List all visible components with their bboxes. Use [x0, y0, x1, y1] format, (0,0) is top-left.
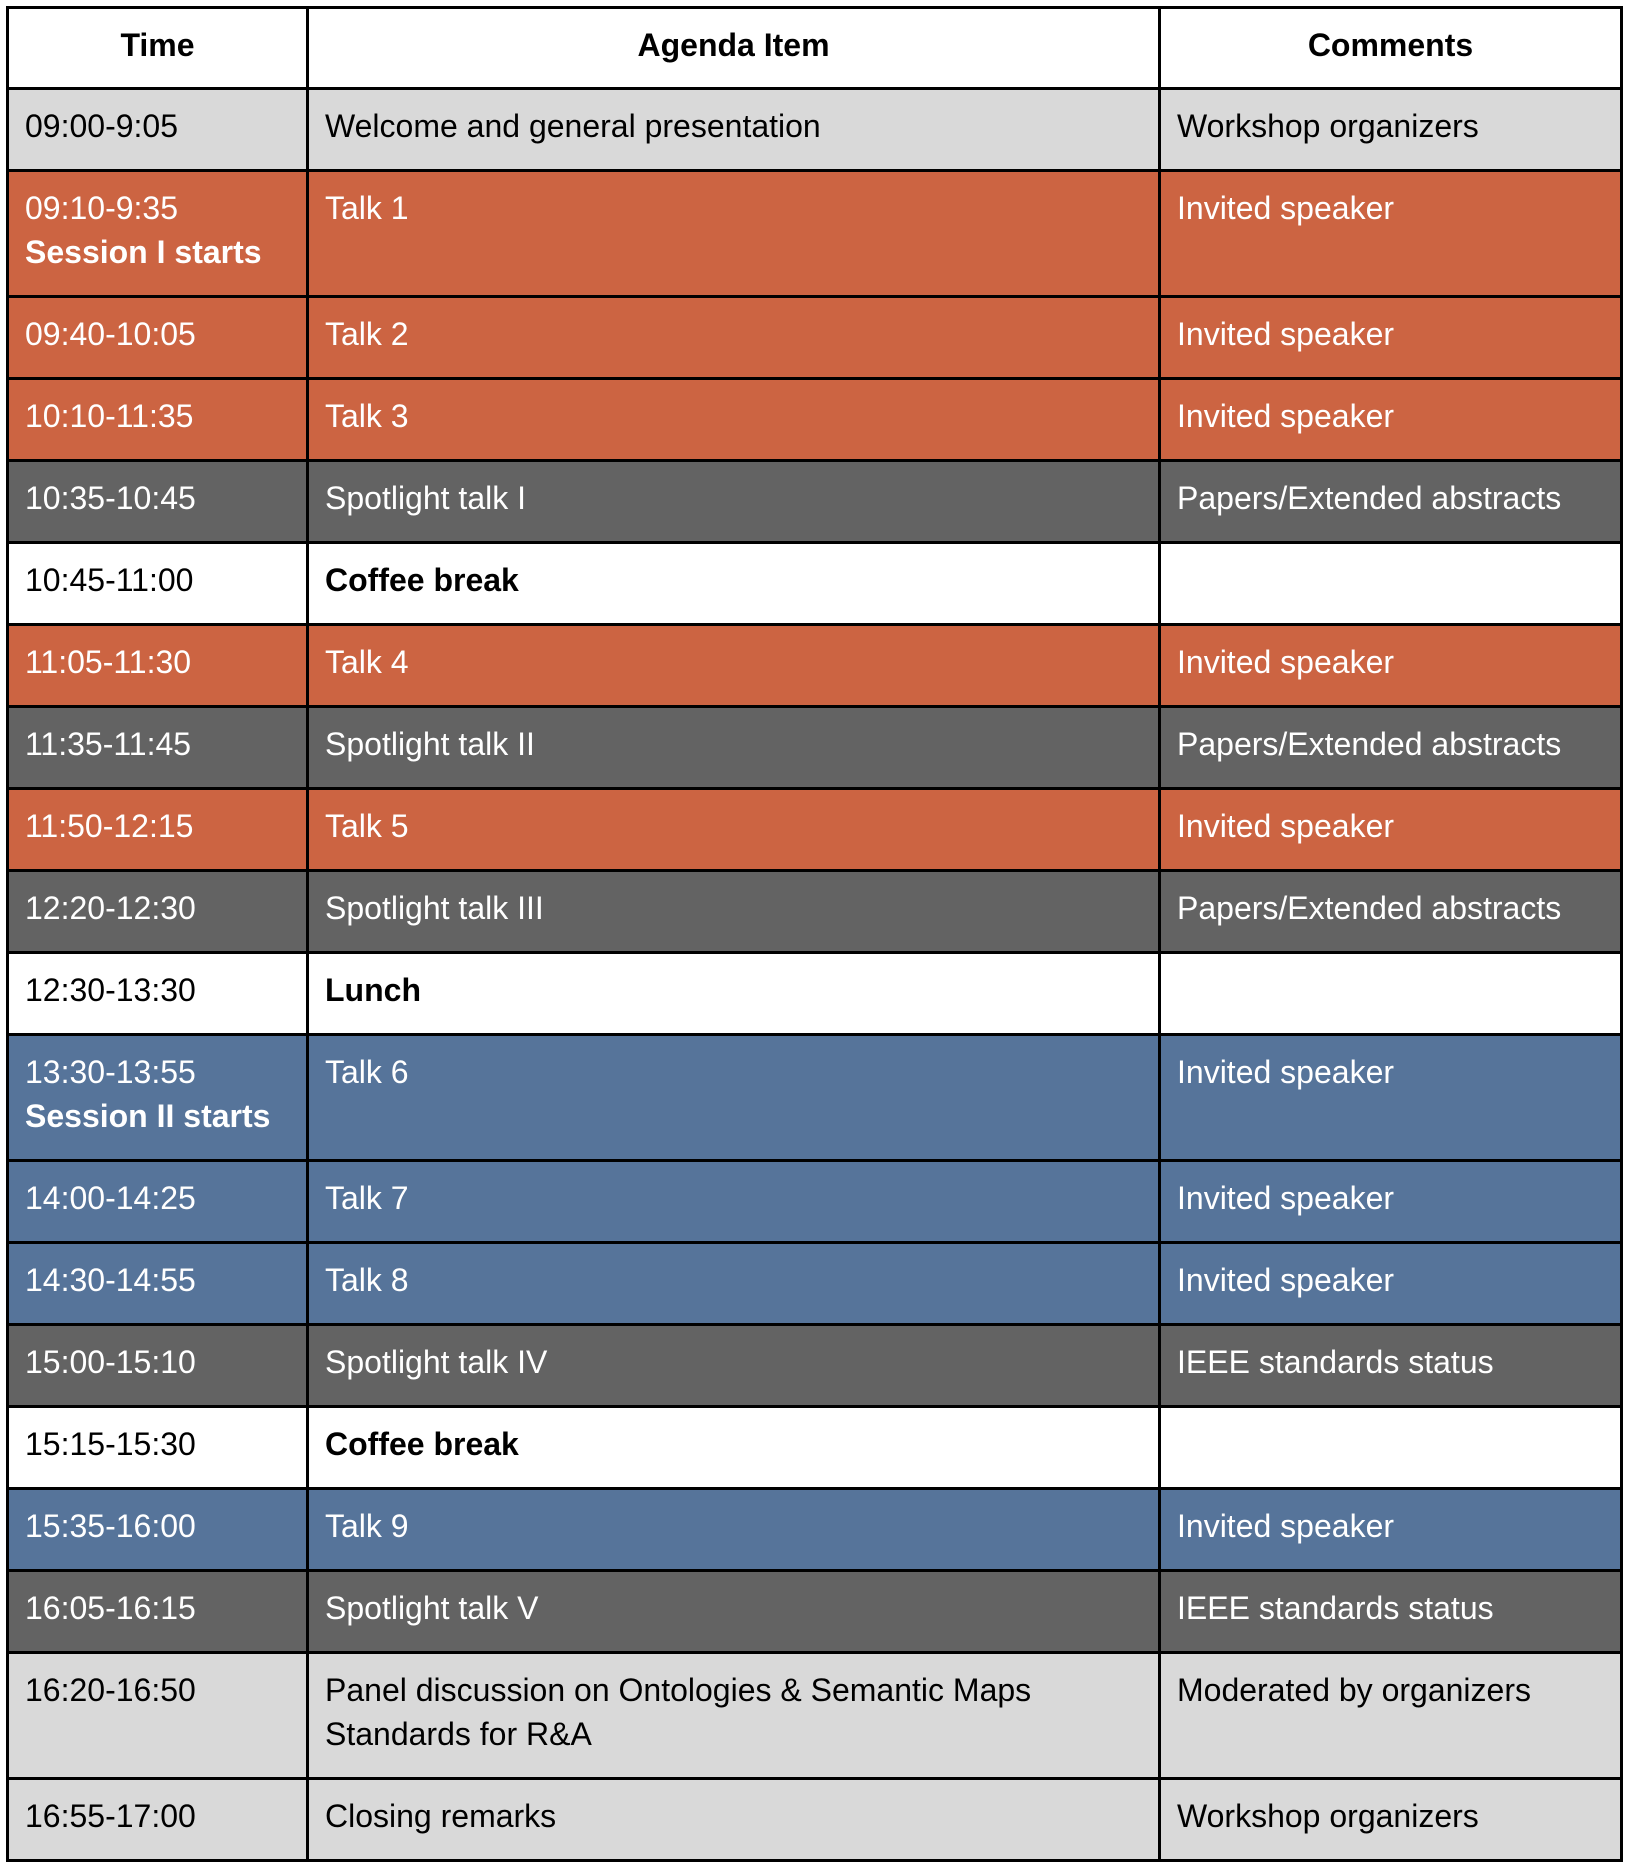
comment-cell: Invited speaker [1160, 1035, 1622, 1161]
table-row [8, 1243, 1622, 1325]
time-cell [8, 1653, 308, 1779]
time-text: 14:30-14:55 [25, 1262, 196, 1298]
time-text: 11:05-11:30 [25, 644, 192, 680]
agenda-item-text: Talk 7 [325, 1180, 409, 1216]
agenda-item-text: Talk 4 [325, 644, 409, 680]
agenda-item-text-line2: Standards for R&A [325, 1716, 592, 1752]
table-row [8, 379, 1622, 461]
time-cell [8, 1779, 308, 1861]
time-text: 12:30-13:30 [25, 972, 196, 1008]
agenda-item-text: Closing remarks [325, 1798, 557, 1834]
table-row [8, 1407, 1622, 1489]
agenda-item-cell [308, 89, 1160, 171]
time-text: 15:00-15:10 [25, 1344, 196, 1380]
agenda-item-cell [308, 379, 1160, 461]
comments-header: Comments [1160, 8, 1622, 89]
time-cell [8, 625, 308, 707]
agenda-item-cell [308, 1571, 1160, 1653]
agenda-item-cell [308, 1035, 1160, 1161]
time-text: 12:20-12:30 [25, 890, 196, 926]
comment-cell: Invited speaker [1160, 1243, 1622, 1325]
time-cell [8, 1489, 308, 1571]
time-text: 09:00-9:05 [25, 108, 179, 144]
time-cell [8, 707, 308, 789]
session-start-label: Session I starts [25, 234, 262, 270]
table-row [8, 1035, 1622, 1161]
time-cell [8, 871, 308, 953]
agenda-item-text: Talk 5 [325, 808, 409, 844]
time-cell [8, 789, 308, 871]
agenda-item-text: Welcome and general presentation [325, 108, 821, 144]
table-row [8, 1161, 1622, 1243]
time-text: 16:20-16:50 [25, 1672, 196, 1708]
comment-cell: Invited speaker [1160, 379, 1622, 461]
comment-cell: Invited speaker [1160, 171, 1622, 297]
agenda-item-cell [308, 1489, 1160, 1571]
time-cell [8, 1407, 308, 1489]
time-cell [8, 1325, 308, 1407]
agenda-item-text: Talk 9 [325, 1508, 409, 1544]
agenda-item-cell [308, 707, 1160, 789]
agenda-item-text: Spotlight talk I [325, 480, 526, 516]
table-row [8, 1325, 1622, 1407]
agenda-item-text: Spotlight talk II [325, 726, 535, 762]
table-row [8, 789, 1622, 871]
session-start-label: Session II starts [25, 1098, 271, 1134]
comment-cell [1160, 953, 1622, 1035]
agenda-item-text: Spotlight talk V [325, 1590, 539, 1626]
time-text: 11:50-12:15 [25, 808, 194, 844]
agenda-item-cell [308, 953, 1160, 1035]
time-text: 16:05-16:15 [25, 1590, 196, 1626]
comment-cell [1160, 543, 1622, 625]
header-row [8, 8, 1622, 89]
time-cell [8, 953, 308, 1035]
time-text: 10:45-11:00 [25, 562, 194, 598]
time-text: 09:10-9:35 [25, 190, 179, 226]
time-cell [8, 461, 308, 543]
time-cell [8, 297, 308, 379]
table-row [8, 171, 1622, 297]
time-cell [8, 171, 308, 297]
table-row [8, 1571, 1622, 1653]
comment-cell: Papers/Extended abstracts [1160, 461, 1622, 543]
agenda-item-cell [308, 297, 1160, 379]
comment-cell: Invited speaker [1160, 789, 1622, 871]
agenda-item-text: Coffee break [325, 1426, 519, 1462]
agenda-item-text: Talk 6 [325, 1054, 409, 1090]
agenda-item-text: Talk 8 [325, 1262, 409, 1298]
table-row [8, 89, 1622, 171]
time-cell [8, 1571, 308, 1653]
agenda-item-text: Lunch [325, 972, 421, 1008]
table-row [8, 953, 1622, 1035]
comment-cell: Papers/Extended abstracts [1160, 707, 1622, 789]
comment-cell: Invited speaker [1160, 1489, 1622, 1571]
comment-cell: Workshop organizers [1160, 89, 1622, 171]
time-text: 15:35-16:00 [25, 1508, 196, 1544]
agenda-item-cell [308, 1243, 1160, 1325]
time-cell [8, 379, 308, 461]
time-text: 13:30-13:55 [25, 1054, 196, 1090]
agenda-item-text: Panel discussion on Ontologies & Semantic Maps [325, 1672, 1032, 1708]
agenda-item-cell [308, 1407, 1160, 1489]
time-text: 10:35-10:45 [25, 480, 196, 516]
table-row [8, 871, 1622, 953]
agenda-item-text: Talk 3 [325, 398, 409, 434]
agenda-item-cell [308, 789, 1160, 871]
time-text: 14:00-14:25 [25, 1180, 196, 1216]
comment-cell: Invited speaker [1160, 625, 1622, 707]
agenda-item-cell [308, 543, 1160, 625]
comment-cell: Workshop organizers [1160, 1779, 1622, 1861]
time-cell [8, 543, 308, 625]
comment-cell: Papers/Extended abstracts [1160, 871, 1622, 953]
time-text: 09:40-10:05 [25, 316, 196, 352]
agenda-item-text: Talk 1 [325, 190, 409, 226]
agenda-item-text: Talk 2 [325, 316, 409, 352]
table-row [8, 297, 1622, 379]
agenda-body [8, 89, 1622, 1861]
agenda-item-text: Coffee break [325, 562, 519, 598]
agenda-table [6, 6, 1623, 1862]
time-text: 16:55-17:00 [25, 1798, 196, 1834]
time-cell [8, 1243, 308, 1325]
time-cell [8, 89, 308, 171]
agenda-item-text: Spotlight talk III [325, 890, 544, 926]
agenda-item-cell [308, 461, 1160, 543]
table-row [8, 1489, 1622, 1571]
time-text: 15:15-15:30 [25, 1426, 196, 1462]
agenda-item-cell [308, 625, 1160, 707]
comment-cell: IEEE standards status [1160, 1325, 1622, 1407]
time-header: Time [8, 8, 308, 89]
table-row [8, 1653, 1622, 1779]
table-row [8, 625, 1622, 707]
time-text: 10:10-11:35 [25, 398, 194, 434]
comment-cell: Invited speaker [1160, 297, 1622, 379]
agenda-item-cell [308, 1325, 1160, 1407]
table-row [8, 543, 1622, 625]
comment-cell: Moderated by organizers [1160, 1653, 1622, 1779]
agenda-item-cell [308, 1653, 1160, 1779]
comment-cell: Invited speaker [1160, 1161, 1622, 1243]
comment-cell: IEEE standards status [1160, 1571, 1622, 1653]
comment-cell [1160, 1407, 1622, 1489]
agenda-item-cell [308, 171, 1160, 297]
agenda-item-cell [308, 1779, 1160, 1861]
agenda-item-cell [308, 871, 1160, 953]
agenda-item-header: Agenda Item [308, 8, 1160, 89]
table-row [8, 1779, 1622, 1861]
agenda-item-cell [308, 1161, 1160, 1243]
time-cell [8, 1035, 308, 1161]
agenda-item-text: Spotlight talk IV [325, 1344, 548, 1380]
time-text: 11:35-11:45 [25, 726, 192, 762]
time-cell [8, 1161, 308, 1243]
table-row [8, 707, 1622, 789]
table-row [8, 461, 1622, 543]
